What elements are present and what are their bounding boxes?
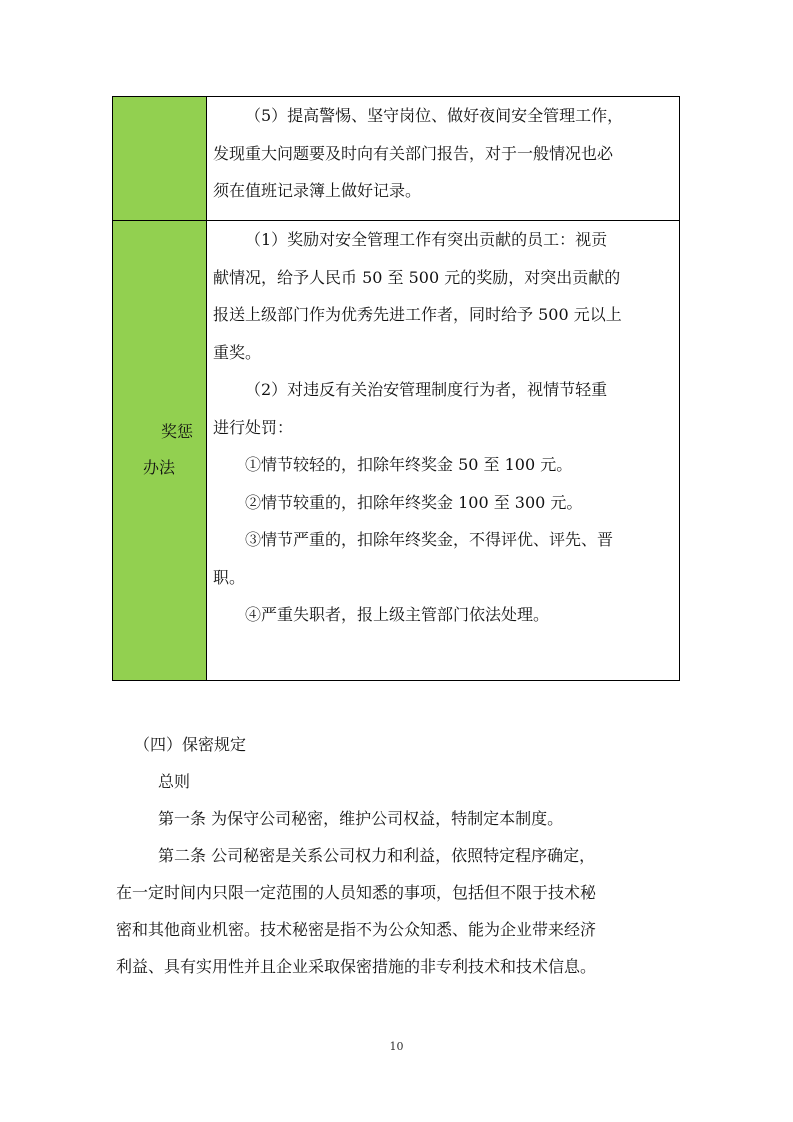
paragraph-line: 第二条 公司秘密是关系公司权力和利益，依照特定程序确定， xyxy=(158,846,596,865)
table-line: 进行处罚： xyxy=(213,417,294,437)
table-line: 报送上级部门作为优秀先进工作者，同时给予 500 元以上 xyxy=(213,305,622,324)
table-line: （5）提高警惕、坚守岗位、做好夜间安全管理工作， xyxy=(245,106,624,125)
table-line: 须在值班记录簿上做好记录。 xyxy=(213,181,422,200)
paragraph-line: 利益、具有实用性并且企业采取保密措施的非专利技术和技术信息。 xyxy=(116,957,597,976)
table-line: 发现重大问题要及时向有关部门报告，对于一般情况也必 xyxy=(213,143,614,163)
rules-table xyxy=(112,96,680,681)
table-row xyxy=(113,221,680,681)
row-label: 奖惩 xyxy=(161,422,194,441)
paragraph-line: 在一定时间内只限一定范围的人员知悉的事项，包括但不限于技术秘 xyxy=(116,883,597,902)
table-line: ③情节严重的，扣除年终奖金，不得评优、评先、晋 xyxy=(245,530,614,549)
row-content-cell xyxy=(207,221,680,681)
row-label-cell xyxy=(113,221,207,681)
table-row xyxy=(113,97,680,221)
body-section xyxy=(116,726,682,985)
paragraph-line: 密和其他商业机密。技术秘密是指不为公众知悉、能为企业带来经济 xyxy=(116,920,597,939)
section-title: （四）保密规定 xyxy=(134,735,247,754)
table-line: （2）对违反有关治安管理制度行为者，视情节轻重 xyxy=(245,380,608,399)
table-line: ②情节较重的，扣除年终奖金 100 至 300 元。 xyxy=(245,492,583,512)
table-line: （1）奖励对安全管理工作有突出贡献的员工：视贡 xyxy=(245,230,608,249)
page-number: 10 xyxy=(389,1040,404,1053)
table-line: 重奖。 xyxy=(213,342,262,362)
row-label-cell xyxy=(113,97,207,221)
table-line: 献情况，给予人民币 50 至 500 元的奖励，对突出贡献的 xyxy=(213,267,621,287)
section-subtitle: 总则 xyxy=(158,772,191,791)
table-line: 职。 xyxy=(213,567,246,587)
table-line: ①情节较轻的，扣除年终奖金 50 至 100 元。 xyxy=(245,455,573,474)
paragraph-line: 第一条 为保守公司秘密，维护公司权益，特制定本制度。 xyxy=(158,809,564,828)
row-content-cell xyxy=(207,97,680,221)
table-line: ④严重失职者，报上级主管部门依法处理。 xyxy=(245,605,550,624)
row-label: 办法 xyxy=(143,458,176,477)
